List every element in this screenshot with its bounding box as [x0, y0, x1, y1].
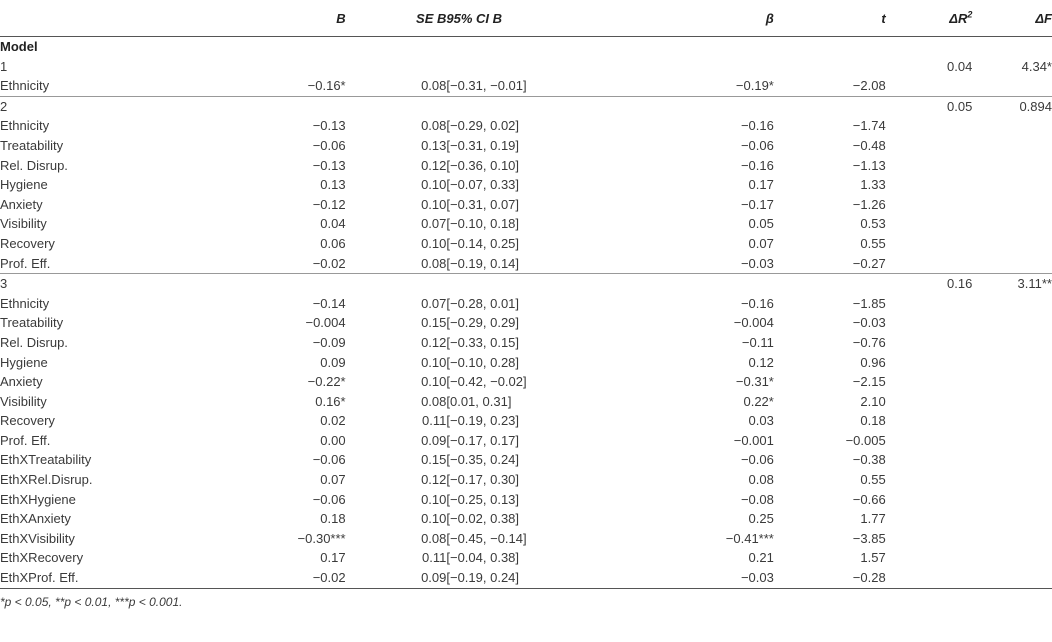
table-row	[0, 136, 1052, 156]
cell-t: −0.66	[852, 491, 886, 507]
cell-delta-f-empty	[972, 392, 1052, 412]
predictor-name: Treatability	[0, 315, 64, 331]
cell-delta-r2-empty	[886, 333, 973, 353]
predictor-name: EthXRecovery	[0, 550, 84, 566]
cell-delta-r2-empty	[886, 548, 973, 568]
table-row	[0, 76, 1052, 96]
cell-delta-f-empty	[972, 294, 1052, 314]
cell-delta-f-empty	[972, 529, 1052, 549]
cell-ci: [−0.04, 0.38]	[446, 550, 520, 566]
cell-delta-f-empty	[972, 156, 1052, 176]
model-delta-f: 0.894	[972, 96, 1052, 116]
table-row	[0, 313, 1052, 333]
cell-t: −1.26	[852, 196, 886, 212]
table-row	[0, 116, 1052, 136]
cell-delta-f-empty	[972, 450, 1052, 470]
cell-delta-f-empty	[972, 568, 1052, 588]
predictor-name: EthXProf. Eff.	[0, 568, 242, 588]
cell-b: 0.00	[320, 432, 346, 448]
cell-delta-f-empty	[972, 548, 1052, 568]
cell-delta-f-empty	[972, 116, 1052, 136]
predictor-name: Ethnicity	[0, 78, 50, 94]
model-label: Model	[0, 39, 38, 54]
cell-se-b: 0.10	[421, 196, 447, 212]
cell-b: 0.13	[320, 177, 346, 193]
cell-se-b: 0.11	[422, 550, 447, 566]
model-delta-r2: 0.05	[886, 96, 973, 116]
model-header-row	[0, 57, 1052, 77]
cell-beta: −0.06	[740, 137, 774, 153]
cell-b: −0.16*	[307, 78, 346, 94]
predictor-name: Hygiene	[0, 177, 48, 193]
cell-b: −0.13	[312, 118, 346, 134]
cell-ci: [−0.10, 0.18]	[446, 216, 520, 232]
cell-beta: 0.21	[748, 550, 774, 566]
cell-ci: [−0.14, 0.25]	[446, 235, 520, 251]
cell-delta-f-empty	[972, 509, 1052, 529]
cell-delta-r2-empty	[886, 470, 973, 490]
cell-b: −0.30***	[297, 530, 346, 546]
predictor-name: EthXTreatability	[0, 452, 92, 468]
cell-delta-f-empty	[972, 214, 1052, 234]
cell-t: 0.96	[860, 354, 886, 370]
cell-se-b: 0.10	[421, 177, 447, 193]
table-row	[0, 509, 1052, 529]
cell-t: −0.27	[852, 255, 886, 271]
cell-b: −0.14	[312, 295, 346, 311]
cell-delta-f-empty	[972, 353, 1052, 373]
cell-ci: [−0.28, 0.01]	[446, 295, 520, 311]
cell-delta-r2-empty	[886, 509, 973, 529]
cell-b: 0.17	[320, 550, 346, 566]
cell-b: 0.02	[320, 413, 346, 429]
cell-t: −0.76	[852, 334, 886, 350]
cell-se-b: 0.08	[421, 530, 447, 546]
cell-delta-f-empty	[972, 175, 1052, 195]
predictor-name: Visibility	[0, 393, 47, 409]
cell-delta-f-empty	[972, 333, 1052, 353]
cell-delta-r2-empty	[886, 392, 973, 412]
cell-beta: −0.08	[740, 491, 774, 507]
cell-se-b: 0.10	[421, 235, 447, 251]
cell-beta: −0.16	[740, 157, 774, 173]
cell-b: −0.12	[312, 196, 346, 212]
cell-b: −0.09	[312, 334, 346, 350]
table-row	[0, 450, 1052, 470]
cell-delta-r2-empty	[886, 116, 973, 136]
table-row	[0, 392, 1052, 412]
cell-ci: [−0.36, 0.10]	[446, 157, 520, 173]
cell-ci: [−0.29, 0.29]	[446, 315, 520, 331]
cell-beta: −0.03	[648, 568, 774, 588]
cell-ci: [−0.31, −0.01]	[446, 78, 527, 94]
model-delta-f: 3.11**	[972, 274, 1052, 294]
cell-b: 0.06	[320, 235, 346, 251]
cell-beta: −0.03	[740, 255, 774, 271]
cell-ci: [−0.42, −0.02]	[446, 374, 527, 390]
model-number: 1	[0, 58, 8, 74]
cell-ci: [−0.19, 0.23]	[446, 413, 520, 429]
header-b: B	[242, 0, 346, 37]
cell-delta-f-empty	[972, 470, 1052, 490]
cell-se-b: 0.07	[421, 216, 447, 232]
table-row	[0, 470, 1052, 490]
model-label-row	[0, 37, 1052, 57]
cell-beta: −0.16	[740, 295, 774, 311]
cell-ci: [−0.33, 0.15]	[446, 334, 520, 350]
cell-beta: 0.12	[748, 354, 774, 370]
cell-b: −0.02	[242, 568, 346, 588]
cell-t: −2.08	[852, 78, 886, 94]
header-delta-r2-main: ΔR	[949, 10, 968, 26]
cell-beta: −0.06	[740, 452, 774, 468]
table-row	[0, 175, 1052, 195]
cell-t: −0.38	[852, 452, 886, 468]
cell-beta: 0.08	[748, 472, 774, 488]
predictor-name: Anxiety	[0, 374, 43, 390]
cell-delta-r2-empty	[886, 313, 973, 333]
cell-beta: 0.05	[748, 216, 774, 232]
cell-delta-r2-empty	[886, 214, 973, 234]
cell-t: −0.005	[845, 432, 886, 448]
cell-delta-f-empty	[972, 490, 1052, 510]
cell-delta-f-empty	[972, 313, 1052, 333]
predictor-name: Visibility	[0, 216, 47, 232]
cell-delta-r2-empty	[886, 234, 973, 254]
cell-t: 0.55	[860, 472, 886, 488]
predictor-name: Ethnicity	[0, 118, 50, 134]
predictor-name: Recovery	[0, 235, 55, 251]
header-label-cell	[0, 0, 242, 37]
cell-t: 1.57	[860, 550, 886, 566]
predictor-name: Rel. Disrup.	[0, 157, 68, 173]
table-row	[0, 214, 1052, 234]
cell-b: −0.13	[312, 157, 346, 173]
cell-delta-r2-empty	[886, 490, 973, 510]
cell-se-b: 0.12	[421, 472, 447, 488]
cell-t: 0.55	[860, 235, 886, 251]
cell-delta-r2-empty	[886, 353, 973, 373]
cell-beta: −0.11	[741, 334, 774, 350]
cell-delta-r2-empty	[886, 156, 973, 176]
cell-delta-r2-empty	[886, 76, 973, 96]
table-row	[0, 195, 1052, 215]
cell-b: −0.02	[312, 255, 346, 271]
cell-delta-f-empty	[972, 234, 1052, 254]
cell-beta: 0.03	[748, 413, 774, 429]
table-row	[0, 411, 1052, 431]
cell-ci: [−0.45, −0.14]	[446, 530, 527, 546]
table-row	[0, 156, 1052, 176]
cell-se-b: 0.07	[421, 295, 447, 311]
predictor-name: Ethnicity	[0, 295, 50, 311]
cell-delta-f-empty	[972, 254, 1052, 274]
predictor-name: Recovery	[0, 413, 55, 429]
cell-beta: −0.41***	[725, 530, 774, 546]
cell-se-b: 0.15	[421, 315, 447, 331]
predictor-name: Rel. Disrup.	[0, 334, 68, 350]
cell-b: −0.06	[312, 491, 346, 507]
cell-se-b: 0.11	[422, 413, 447, 429]
footnote: *p < 0.05, **p < 0.01, ***p < 0.001.	[0, 594, 183, 609]
cell-ci: [−0.19, 0.24]	[446, 568, 648, 588]
cell-se-b: 0.12	[421, 334, 447, 350]
cell-b: 0.16*	[315, 393, 346, 409]
cell-delta-f-empty	[972, 431, 1052, 451]
cell-ci: [−0.31, 0.19]	[446, 137, 520, 153]
model-header-row	[0, 274, 1052, 294]
cell-ci: [−0.10, 0.28]	[446, 354, 520, 370]
cell-b: 0.18	[320, 511, 346, 527]
cell-delta-r2-empty	[886, 136, 973, 156]
cell-ci: [−0.29, 0.02]	[446, 118, 520, 134]
table-row	[0, 529, 1052, 549]
predictor-name: EthXRel.Disrup.	[0, 472, 93, 488]
table-body	[0, 37, 1052, 589]
cell-b: 0.07	[320, 472, 346, 488]
header-row	[0, 0, 1052, 37]
cell-b: 0.04	[320, 216, 346, 232]
model-delta-r2: 0.16	[886, 274, 973, 294]
cell-beta: 0.25	[748, 511, 774, 527]
cell-b: −0.22*	[307, 374, 346, 390]
cell-se-b: 0.10	[421, 491, 447, 507]
cell-ci: [−0.17, 0.17]	[446, 432, 520, 448]
cell-ci: [−0.25, 0.13]	[446, 491, 520, 507]
header-delta-r2-sup: 2	[967, 9, 973, 20]
predictor-name: EthXHygiene	[0, 491, 76, 507]
cell-delta-r2-empty	[886, 450, 973, 470]
cell-t: 0.18	[860, 413, 886, 429]
header-beta: β	[648, 0, 774, 37]
cell-t: −1.74	[852, 118, 886, 134]
cell-b: −0.06	[312, 137, 346, 153]
cell-t: −1.85	[852, 295, 886, 311]
cell-delta-f-empty	[972, 76, 1052, 96]
cell-se-b: 0.10	[421, 354, 447, 370]
table-row	[0, 353, 1052, 373]
cell-t: −0.03	[852, 315, 886, 331]
cell-delta-r2-empty	[886, 372, 973, 392]
cell-se-b: 0.09	[421, 432, 447, 448]
cell-se-b: 0.10	[421, 374, 447, 390]
cell-beta: 0.22*	[743, 393, 774, 409]
table-row	[0, 548, 1052, 568]
cell-delta-r2-empty	[886, 411, 973, 431]
cell-se-b: 0.08	[421, 255, 447, 271]
cell-beta: −0.16	[740, 118, 774, 134]
cell-ci: [−0.19, 0.14]	[446, 255, 520, 271]
cell-beta: −0.17	[740, 196, 774, 212]
predictor-name: EthXVisibility	[0, 530, 75, 546]
cell-se-b: 0.08	[421, 118, 447, 134]
cell-delta-r2-empty	[886, 431, 973, 451]
cell-ci: [−0.02, 0.38]	[446, 511, 520, 527]
cell-delta-f-empty	[972, 411, 1052, 431]
cell-se-b: 0.13	[421, 137, 447, 153]
cell-delta-r2-empty	[886, 175, 973, 195]
table-row	[0, 333, 1052, 353]
header-delta-f: ΔF	[972, 0, 1052, 37]
cell-t: 1.33	[860, 177, 886, 193]
cell-t: 1.77	[860, 511, 886, 527]
model-number: 3	[0, 274, 886, 294]
cell-t: 0.53	[860, 216, 886, 232]
model-delta-f: 4.34*	[1021, 58, 1052, 74]
cell-delta-r2-empty	[886, 529, 973, 549]
cell-delta-f-empty	[972, 136, 1052, 156]
table-row	[0, 294, 1052, 314]
header-ci: 95% CI B	[446, 0, 648, 37]
table-row	[0, 372, 1052, 392]
cell-delta-r2-empty	[886, 294, 973, 314]
cell-se-b: 0.15	[421, 452, 447, 468]
cell-se-b: 0.09	[346, 568, 447, 588]
model-number: 2	[0, 96, 886, 116]
predictor-name: Anxiety	[0, 196, 43, 212]
cell-beta: 0.17	[748, 177, 774, 193]
cell-beta: −0.31*	[735, 374, 774, 390]
cell-ci: [0.01, 0.31]	[446, 393, 512, 409]
cell-ci: [−0.17, 0.30]	[446, 472, 520, 488]
cell-ci: [−0.31, 0.07]	[446, 196, 520, 212]
header-delta-r2	[886, 0, 973, 37]
predictor-name: EthXAnxiety	[0, 511, 71, 527]
cell-se-b: 0.08	[421, 78, 447, 94]
header-t: t	[774, 0, 886, 37]
cell-se-b: 0.12	[421, 157, 447, 173]
cell-beta: −0.001	[733, 432, 774, 448]
cell-delta-r2-empty	[886, 195, 973, 215]
cell-t: −0.28	[774, 568, 886, 588]
cell-t: −3.85	[852, 530, 886, 546]
predictor-name: Prof. Eff.	[0, 255, 51, 271]
cell-beta: 0.07	[748, 235, 774, 251]
cell-b: −0.004	[305, 315, 346, 331]
cell-se-b: 0.08	[421, 393, 447, 409]
predictor-name: Treatability	[0, 137, 64, 153]
cell-t: −0.48	[852, 137, 886, 153]
cell-b: 0.09	[320, 354, 346, 370]
cell-b: −0.06	[312, 452, 346, 468]
cell-delta-f-empty	[972, 195, 1052, 215]
cell-se-b: 0.10	[421, 511, 447, 527]
cell-delta-r2-empty	[886, 568, 973, 588]
cell-delta-r2-empty	[886, 254, 973, 274]
predictor-name: Hygiene	[0, 354, 48, 370]
cell-beta: −0.004	[733, 315, 774, 331]
predictor-name: Prof. Eff.	[0, 432, 51, 448]
cell-t: −2.15	[852, 374, 886, 390]
cell-ci: [−0.35, 0.24]	[446, 452, 520, 468]
table-row	[0, 431, 1052, 451]
model-delta-r2: 0.04	[947, 58, 973, 74]
header-se-b: SE B	[346, 0, 447, 37]
table-row	[0, 568, 1052, 588]
cell-t: −1.13	[852, 157, 886, 173]
model-header-row	[0, 96, 1052, 116]
cell-t: 2.10	[860, 393, 886, 409]
table-row	[0, 254, 1052, 274]
table-row	[0, 234, 1052, 254]
cell-beta: −0.19*	[735, 78, 774, 94]
table-row	[0, 490, 1052, 510]
cell-ci: [−0.07, 0.33]	[446, 177, 520, 193]
cell-delta-f-empty	[972, 372, 1052, 392]
